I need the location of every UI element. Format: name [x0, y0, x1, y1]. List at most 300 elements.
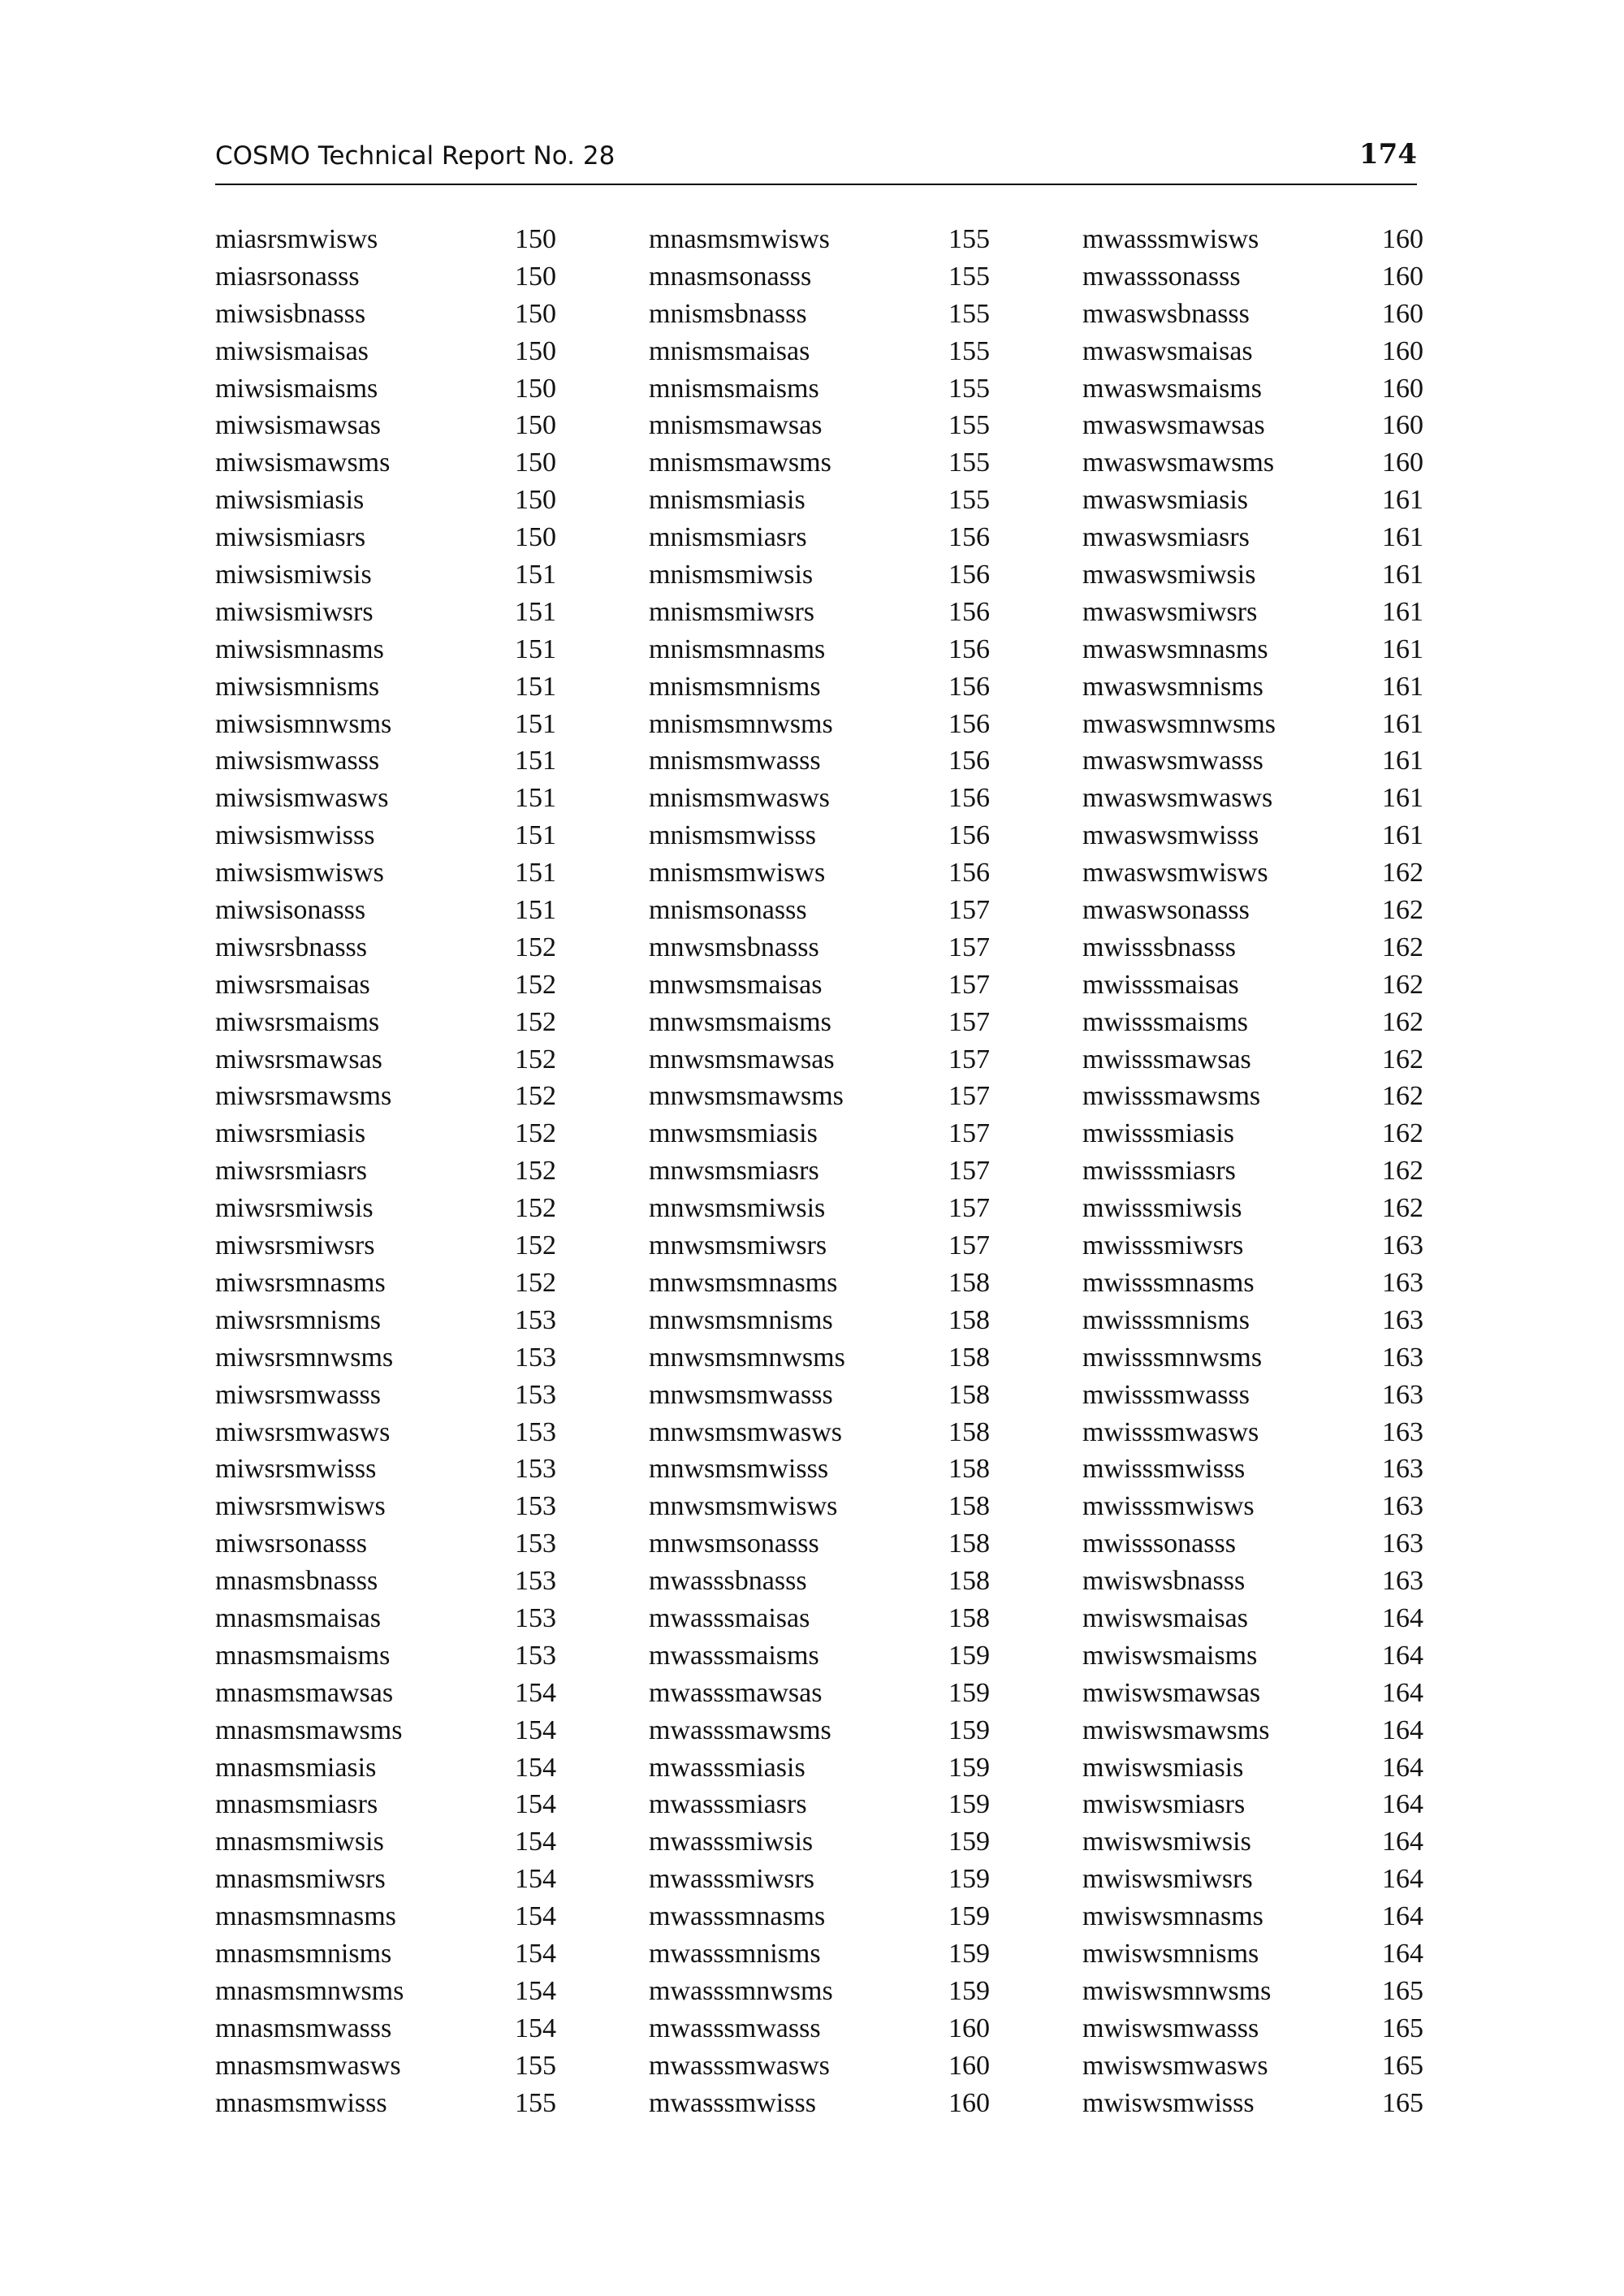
index-term: mwasssmaisms	[649, 1640, 819, 1671]
index-entry	[1082, 929, 1423, 966]
index-entry	[649, 1861, 990, 1898]
index-page-ref: 163	[1382, 1416, 1423, 1447]
index-term: mnwsmsmnisms	[649, 1304, 833, 1335]
index-page-ref: 150	[515, 261, 556, 292]
index-entry	[215, 780, 556, 817]
index-entry	[649, 1786, 990, 1823]
index-entry	[1082, 2085, 1423, 2122]
index-entry	[1082, 556, 1423, 594]
index-entry	[1082, 296, 1423, 333]
index-term: mwisssmwasss	[1082, 1379, 1250, 1410]
index-entry	[215, 1414, 556, 1451]
index-term: mnwsmsmiasrs	[649, 1156, 819, 1187]
index-entry	[215, 1973, 556, 2010]
index-entry	[1082, 482, 1423, 519]
index-entry	[1082, 854, 1423, 892]
index-entry	[215, 1935, 556, 1973]
index-page-ref: 162	[1382, 858, 1423, 889]
index-term: mnasmsmawsas	[215, 1677, 394, 1708]
index-term: mnismsmnisms	[649, 671, 821, 702]
index-entry	[1082, 892, 1423, 929]
index-term: mnwsmsmnasms	[649, 1267, 838, 1298]
index-entry	[649, 1265, 990, 1302]
index-term: mwasssmaisas	[649, 1602, 810, 1633]
index-page-ref: 159	[948, 1640, 990, 1671]
index-entry	[215, 407, 556, 444]
index-term: mwasssmwasws	[649, 2050, 830, 2081]
index-page-ref: 160	[1382, 410, 1423, 441]
index-page-ref: 159	[948, 1827, 990, 1857]
index-term: mnismsmaisms	[649, 373, 819, 404]
index-term: mnismsmwisss	[649, 820, 816, 851]
index-entry	[215, 1078, 556, 1115]
index-page-ref: 160	[948, 2050, 990, 2081]
index-term: mwisssmaisas	[1082, 969, 1239, 1000]
index-term: mnasmsmnasms	[215, 1901, 396, 1932]
index-page-ref: 154	[515, 2013, 556, 2043]
index-page-ref: 150	[515, 224, 556, 254]
index-entry	[649, 929, 990, 966]
index-entry	[215, 817, 556, 854]
index-entry	[215, 1786, 556, 1823]
index-page-ref: 155	[948, 335, 990, 366]
index-entry	[649, 817, 990, 854]
index-term: mnismsmawsms	[649, 448, 831, 478]
index-page-ref: 152	[515, 1156, 556, 1187]
index-entry	[649, 221, 990, 258]
index-term: mnwsmsmiwsis	[649, 1193, 826, 1224]
index-term: mnasmsmnwsms	[215, 1975, 404, 2006]
index-entry	[1082, 1265, 1423, 1302]
index-column-2	[649, 221, 990, 2121]
index-term: mnwsmsmiwsrs	[649, 1230, 827, 1261]
index-page-ref: 163	[1382, 1267, 1423, 1298]
index-page-ref: 161	[1382, 596, 1423, 627]
index-term: miasrsmwisws	[215, 224, 378, 254]
index-entry	[1082, 1339, 1423, 1377]
index-page-ref: 157	[948, 1006, 990, 1037]
index-entry	[649, 742, 990, 780]
index-entry	[649, 1898, 990, 1935]
index-page-ref: 159	[948, 1752, 990, 1783]
index-entry	[215, 1749, 556, 1787]
index-page-ref: 151	[515, 783, 556, 814]
index-page-ref: 152	[515, 1118, 556, 1149]
index-entry	[1082, 1078, 1423, 1115]
index-entry	[215, 221, 556, 258]
index-entry	[1082, 258, 1423, 296]
index-entry	[649, 1488, 990, 1525]
index-term: miwsrsmnasms	[215, 1267, 386, 1298]
index-term: miwsrsmaisas	[215, 969, 370, 1000]
index-page-ref: 161	[1382, 485, 1423, 516]
index-entry	[649, 594, 990, 631]
index-page-ref: 164	[1382, 1901, 1423, 1932]
index-entry	[215, 1302, 556, 1339]
index-entry	[1082, 1637, 1423, 1675]
index-entry	[649, 1823, 990, 1861]
index-page-ref: 164	[1382, 1602, 1423, 1633]
index-page-ref: 152	[515, 969, 556, 1000]
index-entry	[215, 1115, 556, 1152]
index-entry	[1082, 631, 1423, 668]
index-page-ref: 160	[1382, 298, 1423, 329]
index-term: mwaswsmnisms	[1082, 671, 1263, 702]
index-page-ref: 154	[515, 1938, 556, 1969]
index-entry	[649, 966, 990, 1004]
index-page-ref: 159	[948, 1789, 990, 1820]
index-page-ref: 164	[1382, 1864, 1423, 1895]
index-page-ref: 155	[948, 410, 990, 441]
index-term: miwsrsmiwsis	[215, 1193, 374, 1224]
index-page-ref: 158	[948, 1379, 990, 1410]
index-page-ref: 157	[948, 1230, 990, 1261]
index-term: mwisssmiwsrs	[1082, 1230, 1244, 1261]
index-page-ref: 163	[1382, 1230, 1423, 1261]
index-entry	[215, 444, 556, 482]
index-entry	[1082, 780, 1423, 817]
index-page-ref: 156	[948, 522, 990, 553]
index-page-ref: 156	[948, 633, 990, 664]
index-entry	[215, 1004, 556, 1041]
index-entry	[649, 1115, 990, 1152]
index-term: mnwsmsmwasws	[649, 1416, 843, 1447]
index-page-ref: 153	[515, 1304, 556, 1335]
index-page-ref: 157	[948, 1118, 990, 1149]
index-entry	[215, 519, 556, 556]
index-page-ref: 154	[515, 1827, 556, 1857]
index-entry	[649, 1152, 990, 1190]
index-page-ref: 165	[1382, 2013, 1423, 2043]
index-page-ref: 158	[948, 1454, 990, 1485]
index-entry	[1082, 1786, 1423, 1823]
index-entry	[1082, 1749, 1423, 1787]
index-page-ref: 152	[515, 1006, 556, 1037]
index-page-ref: 162	[1382, 1193, 1423, 1224]
index-term: mwisssmawsas	[1082, 1044, 1251, 1074]
index-term: mwaswsmiwsis	[1082, 560, 1256, 590]
index-term: mwisssmawsms	[1082, 1081, 1261, 1112]
index-term: miwsismnwsms	[215, 708, 392, 739]
index-term: mnismsmnasms	[649, 633, 826, 664]
index-term: mwaswsmiasis	[1082, 485, 1248, 516]
index-entry	[649, 370, 990, 408]
index-page-ref: 159	[948, 1714, 990, 1745]
index-page-ref: 163	[1382, 1379, 1423, 1410]
index-entry	[215, 1861, 556, 1898]
index-term: mwasssmawsms	[649, 1714, 831, 1745]
index-page-ref: 154	[515, 1864, 556, 1895]
index-page-ref: 162	[1382, 1006, 1423, 1037]
index-term: mnwsmsmiasis	[649, 1118, 818, 1149]
index-entry	[215, 1339, 556, 1377]
index-entry	[1082, 668, 1423, 706]
index-entry	[649, 1041, 990, 1079]
index-term: miwsismiasrs	[215, 522, 366, 553]
index-term: mwasssbnasss	[649, 1566, 807, 1597]
report-title: COSMO Technical Report No. 28	[215, 141, 615, 171]
index-term: mnismsonasss	[649, 895, 807, 926]
index-term: miwsismnasms	[215, 633, 384, 664]
index-page-ref: 162	[1382, 895, 1423, 926]
index-entry	[649, 444, 990, 482]
index-entry	[1082, 1152, 1423, 1190]
index-term: mnismsmaisas	[649, 335, 810, 366]
index-page-ref: 157	[948, 969, 990, 1000]
index-page-ref: 154	[515, 1752, 556, 1783]
index-page-ref: 152	[515, 1044, 556, 1074]
index-entry	[1082, 444, 1423, 482]
index-entry	[649, 668, 990, 706]
index-term: mnasmsmiwsrs	[215, 1864, 386, 1895]
index-page-ref: 162	[1382, 1081, 1423, 1112]
index-term: miwsrsmwisws	[215, 1491, 386, 1522]
index-term: mnasmsmaisms	[215, 1640, 391, 1671]
index-page-ref: 150	[515, 298, 556, 329]
index-page-ref: 153	[515, 1566, 556, 1597]
index-term: miwsrsbnasss	[215, 932, 368, 962]
index-entry	[1082, 1935, 1423, 1973]
index-entry	[1082, 1227, 1423, 1265]
index-page-ref: 157	[948, 1156, 990, 1187]
index-term: miwsisbnasss	[215, 298, 366, 329]
index-page-ref: 151	[515, 708, 556, 739]
index-page-ref: 161	[1382, 671, 1423, 702]
index-page-ref: 162	[1382, 1118, 1423, 1149]
index-term: mnismsmwasss	[649, 746, 821, 776]
index-page-ref: 150	[515, 448, 556, 478]
index-term: mwiswsmiasis	[1082, 1752, 1244, 1783]
index-entry	[1082, 1488, 1423, 1525]
index-term: miwsismnisms	[215, 671, 380, 702]
index-page-ref: 163	[1382, 1454, 1423, 1485]
index-term: mnismsmiasis	[649, 485, 806, 516]
index-entry	[1082, 1302, 1423, 1339]
index-entry	[215, 1041, 556, 1079]
index-entry	[215, 1451, 556, 1488]
index-page-ref: 164	[1382, 1677, 1423, 1708]
index-term: mnasmsmwasws	[215, 2050, 401, 2081]
index-term: miwsrsmawsas	[215, 1044, 382, 1074]
index-page-ref: 156	[948, 596, 990, 627]
index-page-ref: 156	[948, 820, 990, 851]
index-entry	[215, 1898, 556, 1935]
index-page-ref: 161	[1382, 633, 1423, 664]
index-page-ref: 163	[1382, 1304, 1423, 1335]
index-term: mwaswsmawsms	[1082, 448, 1275, 478]
index-term: mwiswsmaisas	[1082, 1602, 1248, 1633]
index-entry	[215, 1488, 556, 1525]
index-entry	[215, 2047, 556, 2085]
index-entry	[649, 2047, 990, 2085]
index-term: mnasmsmiasis	[215, 1752, 377, 1783]
index-term: mwisssonasss	[1082, 1529, 1236, 1559]
index-page-ref: 158	[948, 1304, 990, 1335]
index-term: mwisssmnasms	[1082, 1267, 1255, 1298]
index-page-ref: 154	[515, 1975, 556, 2006]
index-term: miwsismaisms	[215, 373, 378, 404]
index-entry	[649, 1749, 990, 1787]
index-term: mnasmsmawsms	[215, 1714, 403, 1745]
index-term: mwasssmwisss	[649, 2087, 816, 2118]
index-term: mnismsmwisws	[649, 858, 826, 889]
index-page-ref: 156	[948, 708, 990, 739]
index-term: mwiswsmawsas	[1082, 1677, 1261, 1708]
index-page-ref: 157	[948, 932, 990, 962]
index-page-ref: 158	[948, 1529, 990, 1559]
index-entry	[649, 1339, 990, 1377]
index-entry	[649, 780, 990, 817]
index-entry	[1082, 742, 1423, 780]
index-page-ref: 157	[948, 1193, 990, 1224]
index-entry	[1082, 1041, 1423, 1079]
index-entry	[1082, 1190, 1423, 1227]
index-page-ref: 154	[515, 1677, 556, 1708]
index-page-ref: 158	[948, 1566, 990, 1597]
index-term: mwaswsmwasws	[1082, 783, 1273, 814]
index-page-ref: 164	[1382, 1640, 1423, 1671]
index-page-ref: 159	[948, 1864, 990, 1895]
index-page-ref: 164	[1382, 1714, 1423, 1745]
index-page-ref: 160	[1382, 335, 1423, 366]
index-entry	[215, 1190, 556, 1227]
index-term: mwiswsmwasws	[1082, 2050, 1268, 2081]
index-term: mnismsmiwsrs	[649, 596, 815, 627]
index-term: mwaswsmawsas	[1082, 410, 1265, 441]
index-page-ref: 154	[515, 1714, 556, 1745]
index-entry	[649, 1377, 990, 1414]
index-page-ref: 159	[948, 1938, 990, 1969]
index-page-ref: 161	[1382, 820, 1423, 851]
index-page-ref: 153	[515, 1342, 556, 1373]
index-term: miwsismawsms	[215, 448, 391, 478]
index-entry	[649, 1078, 990, 1115]
index-page-ref: 159	[948, 1677, 990, 1708]
index-term: mnasmsmnisms	[215, 1938, 392, 1969]
index-entry	[215, 1265, 556, 1302]
index-page-ref: 161	[1382, 522, 1423, 553]
index-page-ref: 156	[948, 560, 990, 590]
index-term: mwiswsmwisss	[1082, 2087, 1255, 2118]
index-term: mwasssmawsas	[649, 1677, 823, 1708]
index-term: mnasmsmiasrs	[215, 1789, 378, 1820]
page-number: 174	[1359, 138, 1417, 171]
index-term: mwiswsmnisms	[1082, 1938, 1259, 1969]
index-entry	[215, 258, 556, 296]
index-page-ref: 160	[948, 2087, 990, 2118]
index-page-ref: 150	[515, 373, 556, 404]
index-term: miwsismwasws	[215, 783, 389, 814]
index-page-ref: 158	[948, 1602, 990, 1633]
index-term: mwasssmiasrs	[649, 1789, 807, 1820]
index-entry	[215, 631, 556, 668]
index-term: mwiswsmaisms	[1082, 1640, 1258, 1671]
index-term: mwiswsmawsms	[1082, 1714, 1270, 1745]
index-page-ref: 160	[1382, 261, 1423, 292]
index-page-ref: 160	[1382, 373, 1423, 404]
index-entry	[649, 1600, 990, 1637]
index-entry	[1082, 519, 1423, 556]
index-page-ref: 161	[1382, 783, 1423, 814]
index-page-ref: 156	[948, 858, 990, 889]
index-entry	[649, 2085, 990, 2122]
index-page-ref: 163	[1382, 1529, 1423, 1559]
index-term: mwiswsmnwsms	[1082, 1975, 1272, 2006]
index-term: mwisssmwisss	[1082, 1454, 1246, 1485]
index-term: mwaswsmaisms	[1082, 373, 1262, 404]
index-page-ref: 162	[1382, 1156, 1423, 1187]
index-term: mnwsmsmwisws	[649, 1491, 838, 1522]
index-entry	[649, 1302, 990, 1339]
index-page-ref: 164	[1382, 1789, 1423, 1820]
index-page-ref: 158	[948, 1416, 990, 1447]
index-page-ref: 155	[948, 261, 990, 292]
index-term: miwsismiasis	[215, 485, 365, 516]
index-entry	[1082, 1675, 1423, 1712]
index-entry	[215, 1525, 556, 1563]
index-entry	[215, 594, 556, 631]
index-entry	[215, 1227, 556, 1265]
index-term: miwsrsmiasrs	[215, 1156, 367, 1187]
index-term: mnwsmsmnwsms	[649, 1342, 845, 1373]
index-page-ref: 155	[515, 2050, 556, 2081]
index-entry	[1082, 1563, 1423, 1600]
index-entry	[1082, 817, 1423, 854]
index-term: miwsrsmiasis	[215, 1118, 366, 1149]
index-entry	[649, 1675, 990, 1712]
index-page-ref: 153	[515, 1529, 556, 1559]
index-entry	[1082, 1823, 1423, 1861]
index-page-ref: 163	[1382, 1342, 1423, 1373]
index-term: mnismsbnasss	[649, 298, 807, 329]
index-term: mwasssmiwsis	[649, 1827, 814, 1857]
index-entry	[215, 556, 556, 594]
index-entry	[1082, 333, 1423, 370]
index-term: mwasssmiwsrs	[649, 1864, 815, 1895]
index-page-ref: 152	[515, 1230, 556, 1261]
index-entry	[649, 258, 990, 296]
index-page-ref: 159	[948, 1901, 990, 1932]
index-page-ref: 160	[1382, 448, 1423, 478]
index-entry	[1082, 1414, 1423, 1451]
index-term: mwasssmwisws	[1082, 224, 1259, 254]
index-page-ref: 165	[1382, 2050, 1423, 2081]
index-entry	[215, 1563, 556, 1600]
index-page-ref: 150	[515, 410, 556, 441]
index-page-ref: 153	[515, 1416, 556, 1447]
index-term: miwsrsmwasss	[215, 1379, 382, 1410]
index-page-ref: 155	[948, 298, 990, 329]
index-entry	[649, 1712, 990, 1749]
index-term: miwsisonasss	[215, 895, 366, 926]
index-term: miwsrsmaisms	[215, 1006, 380, 1037]
index-page-ref: 163	[1382, 1491, 1423, 1522]
index-term: mnasmsonasss	[649, 261, 812, 292]
index-entry	[649, 296, 990, 333]
index-page-ref: 152	[515, 932, 556, 962]
index-entry	[215, 482, 556, 519]
index-entry	[649, 706, 990, 743]
index-term: miwsismiwsrs	[215, 596, 374, 627]
index-entry	[649, 631, 990, 668]
index-term: mnasmsmaisas	[215, 1602, 381, 1633]
index-term: miwsrsmawsms	[215, 1081, 392, 1112]
index-page-ref: 162	[1382, 969, 1423, 1000]
index-entry	[1082, 1712, 1423, 1749]
index-entry	[1082, 1525, 1423, 1563]
index-entry	[649, 1563, 990, 1600]
index-term: mnwsmsmwisss	[649, 1454, 829, 1485]
